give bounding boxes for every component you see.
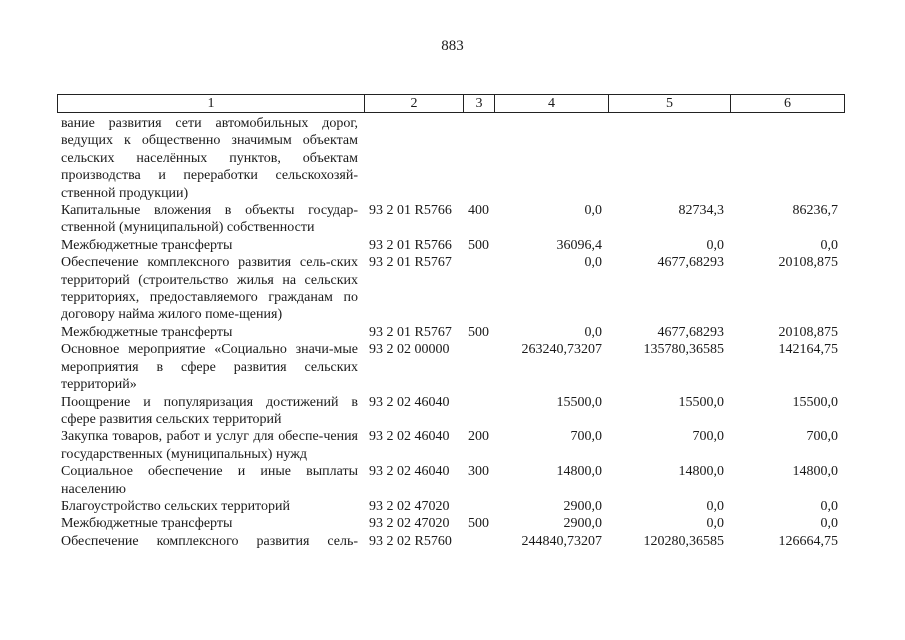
row-name: Поощрение и популяризация достижений в сфере развития сельских территорий xyxy=(61,394,358,427)
row-name: Обеспечение комплексного развития сель-ских территорий (строительство жилья на сельских территориях, предоставляемого гражданам по договору найма жилого поме-щения) xyxy=(61,255,358,323)
page-number: 883 xyxy=(441,38,464,54)
row-name: Капитальные вложения в объекты государ-ственной (муниципальной) собственности xyxy=(61,203,358,236)
row-value-5: 0,0 xyxy=(706,516,724,532)
table-row xyxy=(0,463,905,498)
row-value-5: 4677,68293 xyxy=(657,255,724,271)
row-name: Обеспечение комплексного развития сель- xyxy=(61,533,358,549)
row-value-6: 20108,875 xyxy=(778,324,838,340)
table-row xyxy=(0,533,905,550)
row-name: Социальное обеспечение и иные выплаты населению xyxy=(61,464,358,497)
row-code: 93 2 02 00000 xyxy=(369,342,450,358)
row-value-5: 0,0 xyxy=(706,498,724,514)
row-value-4: 2900,0 xyxy=(563,516,602,532)
row-code: 93 2 02 46040 xyxy=(369,464,450,480)
row-value-5: 135780,36585 xyxy=(643,342,724,358)
row-value-4: 0,0 xyxy=(584,255,602,271)
table-row xyxy=(0,428,905,463)
row-code: 93 2 01 R5766 xyxy=(369,203,452,219)
row-value-6: 86236,7 xyxy=(792,203,838,219)
row-value-5: 120280,36585 xyxy=(643,533,724,549)
row-value-6: 20108,875 xyxy=(778,255,838,271)
row-value-4: 0,0 xyxy=(584,324,602,340)
row-type: 500 xyxy=(468,237,489,253)
table-row xyxy=(0,341,905,393)
row-value-4: 244840,73207 xyxy=(521,533,602,549)
row-name: Закупка товаров, работ и услуг для обеспе-чения государственных (муниципальных) нужд xyxy=(61,429,358,462)
row-value-4: 0,0 xyxy=(584,203,602,219)
row-value-6: 142164,75 xyxy=(778,342,838,358)
row-code: 93 2 02 47020 xyxy=(369,498,450,514)
table-row xyxy=(0,237,905,254)
row-name: Межбюджетные трансферты xyxy=(61,237,233,253)
row-value-6: 700,0 xyxy=(806,429,838,445)
row-value-4: 14800,0 xyxy=(556,464,602,480)
row-type: 400 xyxy=(468,203,489,219)
row-value-4: 700,0 xyxy=(570,429,602,445)
row-value-5: 82734,3 xyxy=(678,203,724,219)
column-header-3: 3 xyxy=(464,95,495,113)
budget-table-body xyxy=(0,115,905,550)
table-row xyxy=(0,254,905,324)
row-value-6: 126664,75 xyxy=(778,533,838,549)
row-name: Основное мероприятие «Социально значи-мые мероприятия в сфере развития сельских территорий» xyxy=(61,342,358,393)
column-header-2: 2 xyxy=(365,95,464,113)
row-name: Благоустройство сельских территорий xyxy=(61,498,290,514)
row-code: 93 2 02 R5760 xyxy=(369,533,452,549)
row-value-5: 14800,0 xyxy=(678,464,724,480)
table-row xyxy=(0,394,905,429)
column-header-1: 1 xyxy=(58,95,365,113)
column-header-6: 6 xyxy=(731,95,845,113)
row-value-4: 2900,0 xyxy=(563,498,602,514)
row-value-4: 36096,4 xyxy=(556,237,602,253)
row-value-5: 700,0 xyxy=(692,429,724,445)
row-code: 93 2 01 R5767 xyxy=(369,324,452,340)
row-value-5: 4677,68293 xyxy=(657,324,724,340)
column-header-4: 4 xyxy=(495,95,609,113)
row-code: 93 2 02 46040 xyxy=(369,394,450,410)
row-value-6: 0,0 xyxy=(820,498,838,514)
row-name: Межбюджетные трансферты xyxy=(61,324,233,340)
table-row xyxy=(0,498,905,515)
row-value-6: 14800,0 xyxy=(792,464,838,480)
row-value-4: 15500,0 xyxy=(556,394,602,410)
row-type: 200 xyxy=(468,429,489,445)
table-row xyxy=(0,202,905,237)
column-header-5: 5 xyxy=(609,95,731,113)
row-name: вание развития сети автомобильных дорог, ведущих к общественно значимым объектам сельских населённых пунктов, объектам производства и переработки сельскохозяй-ственной продукции) xyxy=(61,116,358,201)
table-row xyxy=(0,324,905,341)
row-value-5: 0,0 xyxy=(706,237,724,253)
row-value-6: 0,0 xyxy=(820,237,838,253)
table-row xyxy=(0,115,905,202)
row-code: 93 2 02 47020 xyxy=(369,516,450,532)
row-value-5: 15500,0 xyxy=(678,394,724,410)
table-row xyxy=(0,515,905,532)
row-code: 93 2 01 R5766 xyxy=(369,237,452,253)
row-name: Межбюджетные трансферты xyxy=(61,516,233,532)
column-header-table xyxy=(57,94,845,113)
row-value-4: 263240,73207 xyxy=(521,342,602,358)
row-code: 93 2 01 R5767 xyxy=(369,255,452,271)
row-type: 500 xyxy=(468,516,489,532)
column-header-row xyxy=(58,95,845,113)
row-value-6: 0,0 xyxy=(820,516,838,532)
row-type: 300 xyxy=(468,464,489,480)
row-type: 500 xyxy=(468,324,489,340)
row-code: 93 2 02 46040 xyxy=(369,429,450,445)
row-value-6: 15500,0 xyxy=(792,394,838,410)
